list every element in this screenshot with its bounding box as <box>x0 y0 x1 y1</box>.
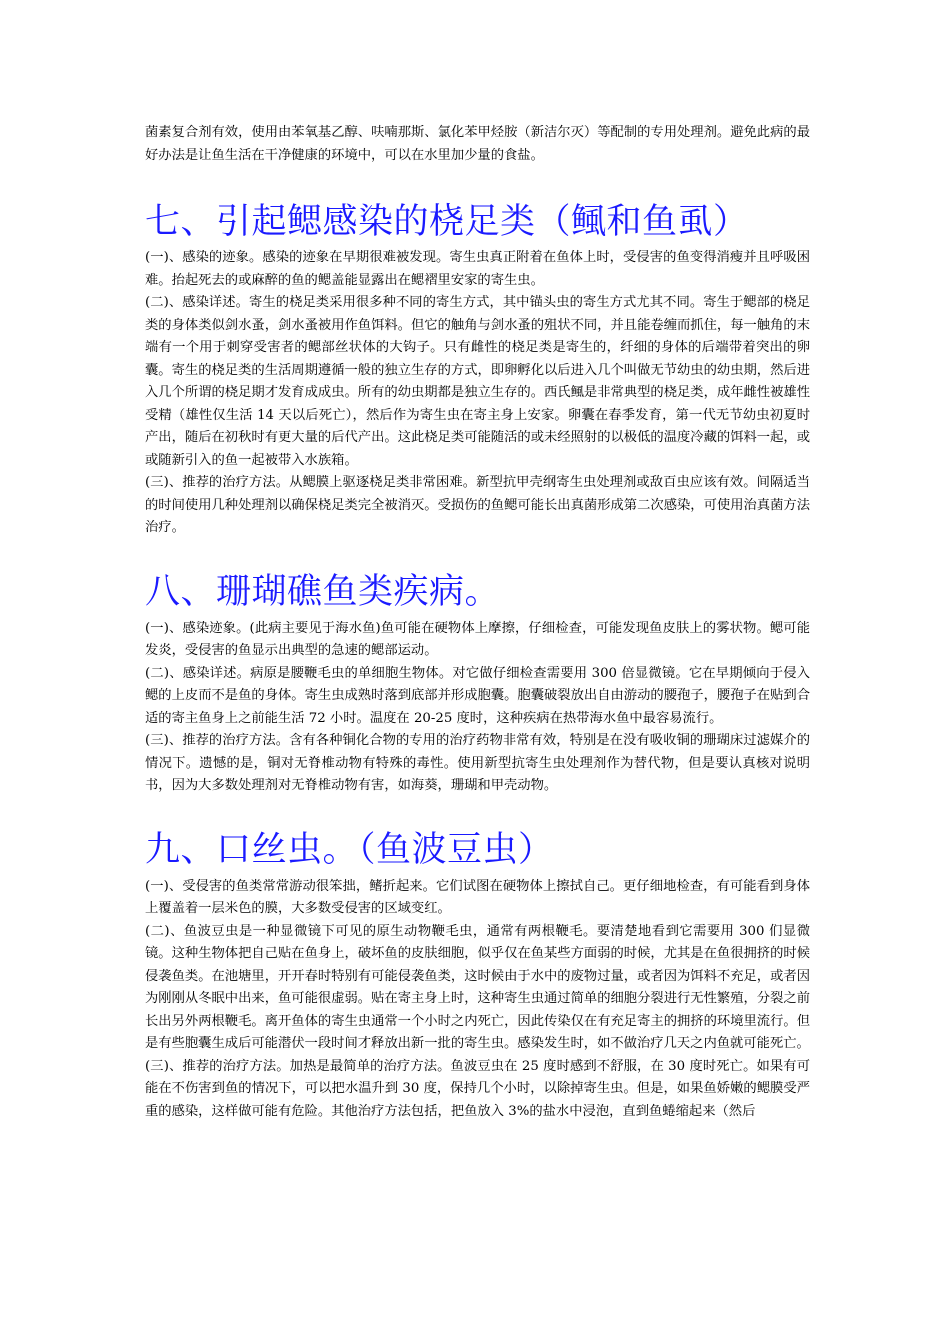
section-9-heading: 九、口丝虫。（鱼波豆虫） <box>145 829 554 870</box>
section-9-paragraph-3: (三)、推荐的治疗方法。加热是最简单的治疗方法。鱼波豆虫在 25 度时感到不舒服，在 30 度时死亡。如果有可能在不伤害到鱼的情况下，可以把水温升到 30 度，保持几个小时，以除掉寄生虫。但是，如果鱼娇嫩的鳃膜受严重的感染，这样做可能有危险。其他治疗方法包括，把鱼放入 3%的盐水中浸泡，直到鱼蜷缩起来（然后 <box>145 1058 810 1119</box>
section-8-paragraph-3: (三)、推荐的治疗方法。含有各种铜化合物的专用的治疗药物非常有效，特别是在没有吸收铜的珊瑚床过滤媒介的情况下。遗憾的是，铜对无脊椎动物有特殊的毒性。使用新型抗寄生虫处理剂作为替代物，但是要认真核对说明书，因为大多数处理剂对无脊椎动物有害，如海葵，珊瑚和甲壳动物。 <box>145 733 810 793</box>
section-9-paragraph-2: (二)、鱼波豆虫是一种显微镜下可见的原生动物鞭毛虫，通常有两根鞭毛。要清楚地看到它需要用 300 们显微镜。这种生物体把自己贴在鱼身上，破坏鱼的皮肤细胞，似乎仅在鱼某些方面弱的时候，尤其是在鱼很拥挤的时候侵袭鱼类。在池塘里，开开春时特别有可能侵袭鱼类，这时候由于水中的废物过量，或者因为饵料不充足，或者因为刚刚从冬眠中出来，鱼可能很虚弱。贴在寄主身上时，这种寄生虫通过简单的细胞分裂进行无性繁殖，分裂之前长出另外两根鞭毛。离开鱼体的寄生虫通常一个小时之内死亡，因此传染仅在有充足寄主的拥挤的环境里流行。但是有些胞囊生成后可能潜伏一段时间才释放出新一批的寄生虫。感染发生时，如不做治疗几天之内鱼就可能死亡。 <box>145 923 810 1051</box>
section-7-paragraph-3: (三)、推荐的治疗方法。从鳃膜上驱逐桡足类非常困难。新型抗甲壳纲寄生虫处理剂或敌百虫应该有效。间隔适当的时间使用几种处理剂以确保桡足类完全被消灭。受损伤的鱼鳃可能长出真菌形成第二次感染，可使用治真菌方法治疗。 <box>145 475 810 535</box>
section-9-paragraph-1: (一)、受侵害的鱼类常常游动很笨拙，鳍折起来。它们试图在硬物体上擦拭自己。更仔细地检查，有可能看到身体上覆盖着一层米色的膜，大多数受侵害的区域变红。 <box>145 878 810 916</box>
section-8-paragraph-2: (二)、感染详述。病原是腰鞭毛虫的单细胞生物体。对它做仔细检查需要用 300 倍显微镜。它在早期倾向于侵入鳃的上皮而不是鱼的身体。寄生虫成熟时落到底部并形成胞囊。胞囊破裂放出自由游动的腰孢子，腰孢子在贴到合适的寄主鱼身上之前能生活 72 小时。温度在 20-25 度时，这种疾病在热带海水鱼中最容易流行。 <box>145 665 810 726</box>
section-7-paragraph-1: (一)、感染的迹象。感染的迹象在早期很难被发现。寄生虫真正附着在鱼体上时，受侵害的鱼变得消瘦并且呼吸困难。抬起死去的或麻醉的鱼的鳃盖能显露出在鳃褶里安家的寄生虫。 <box>145 250 810 288</box>
section-7-heading: 七、引起鳃感染的桡足类（鲺和鱼虱） <box>145 202 749 242</box>
intro-paragraph: 菌素复合剂有效，使用由苯氧基乙醇、呋喃那斯、氯化苯甲烃胺（新洁尔灭）等配制的专用处理剂。避免此病的最好办法是让鱼生活在干净健康的环境中，可以在水里加少量的食盐。 <box>145 125 810 163</box>
section-8-heading: 八、珊瑚礁鱼类疾病。 <box>145 571 501 612</box>
document-page <box>145 122 810 1123</box>
section-7-paragraph-2: (二)、感染详述。寄生的桡足类采用很多种不同的寄生方式，其中锚头虫的寄生方式尤其不同。寄生于鳃部的桡足类的身体类似剑水蚤，剑水蚤被用作鱼饵料。但它的触角与剑水蚤的殂状不同，并且能卷缠而抓住，每一触角的末端有一个用于刺穿受害者的鳃部丝状体的大钩子。只有雌性的桡足类是寄生的，纤细的身体的后端带着突出的卵囊。寄生的桡足类的生活周期遵循一般的独立生存的方式，即卵孵化以后进入几个叫做无节幼虫的幼虫期，然后进入几个所谓的桡足期才发育成成虫。所有的幼虫期都是独立生存的。西氏鲺是非常典型的桡足类，成年雌性被雄性受精（雄性仅生活 14 天以后死亡），然后作为寄生虫在寄主身上安家。卵囊在春季发育，第一代无节幼虫初夏时产出，随后在初秋时有更大量的后代产出。这此桡足类可能随活的或未经照射的以极低的温度冷藏的饵料一起，或或随新引入的鱼一起被带入水族箱。 <box>145 295 810 468</box>
section-8-paragraph-1: (一)、感染迹象。(此病主要见于海水鱼)鱼可能在硬物体上摩擦，仔细检查，可能发现鱼皮肤上的雾状物。鳃可能发炎，受侵害的鱼显示出典型的急速的鳃部运动。 <box>145 620 810 658</box>
